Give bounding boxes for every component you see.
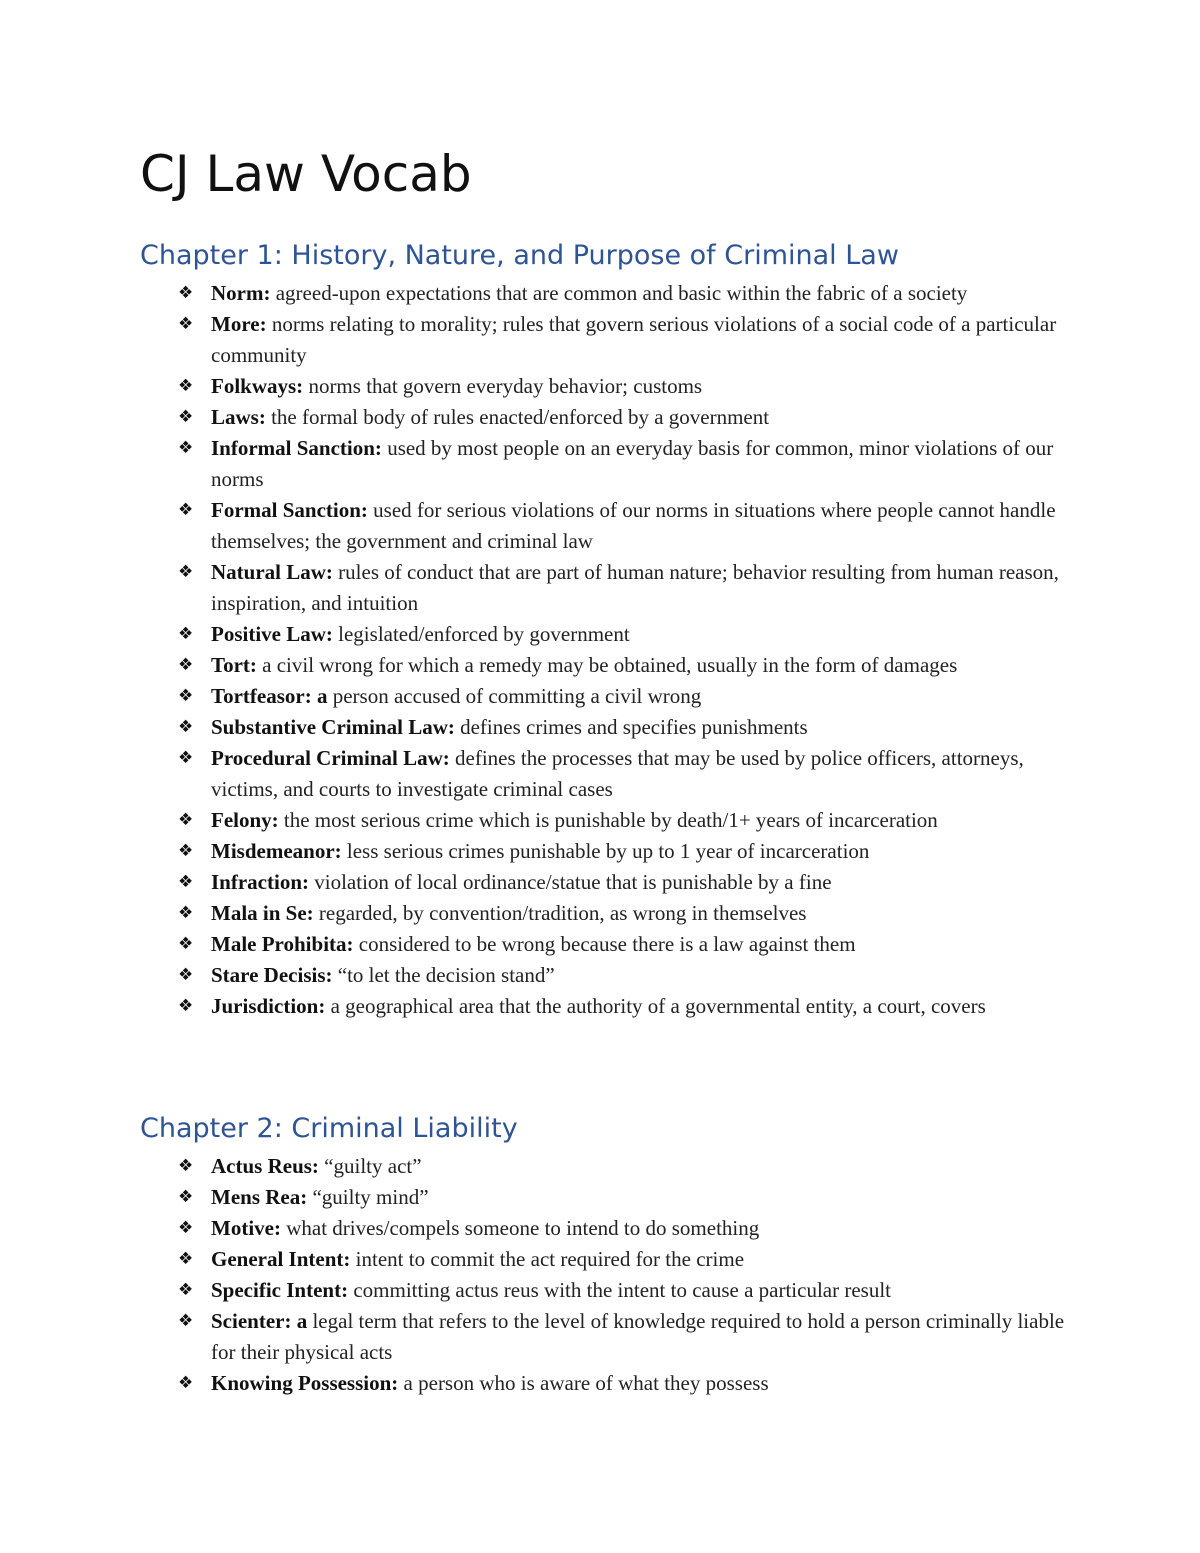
list-item: [140, 805, 1070, 836]
term-label: Specific Intent:: [211, 1278, 349, 1302]
four-diamond-bullet-icon: ❖: [178, 748, 194, 768]
term-label: Infraction:: [211, 870, 309, 894]
term-label: Norm:: [211, 281, 271, 305]
term-label: Jurisdiction:: [211, 994, 326, 1018]
term-definition: defines the processes that may be used by police officers, attorneys, victims, and courts to investigate criminal cases: [211, 746, 1024, 801]
term-label: Positive Law:: [211, 622, 333, 646]
term-definition: legal term that refers to the level of knowledge required to hold a person criminally liable for their physical acts: [211, 1309, 1065, 1364]
four-diamond-bullet-icon: ❖: [178, 717, 194, 737]
term-definition: violation of local ordinance/statue that is punishable by a fine: [309, 870, 832, 894]
four-diamond-bullet-icon: ❖: [178, 872, 194, 892]
term-label: Tortfeasor: a: [211, 684, 328, 708]
term-definition: defines crimes and specifies punishments: [454, 715, 808, 739]
list-item: [140, 650, 1070, 681]
term-label: Scienter: a: [211, 1309, 308, 1333]
four-diamond-bullet-icon: ❖: [178, 810, 194, 830]
four-diamond-bullet-icon: ❖: [178, 624, 194, 644]
term-definition: “to let the decision stand”: [332, 963, 555, 987]
term-definition: a geographical area that the authority of a governmental entity, a court, covers: [325, 994, 986, 1018]
term-definition: legislated/enforced by government: [332, 622, 630, 646]
term-definition: a civil wrong for which a remedy may be obtained, usually in the form of damages: [256, 653, 958, 677]
list-item: [140, 1368, 1070, 1399]
term-label: More:: [211, 312, 267, 336]
list-item: [140, 1151, 1070, 1182]
four-diamond-bullet-icon: ❖: [178, 841, 194, 861]
chapter-1-heading: Chapter 1: History, Nature, and Purpose of Criminal Law: [140, 240, 899, 271]
chapter-1-section: [140, 236, 1070, 1022]
list-item: [140, 557, 1070, 619]
term-definition: the formal body of rules enacted/enforced by a government: [265, 405, 770, 429]
term-label: Mala in Se:: [211, 901, 314, 925]
term-label: Formal Sanction:: [211, 498, 368, 522]
chapter-2-heading: Chapter 2: Criminal Liability: [140, 1113, 518, 1144]
term-definition: used for serious violations of our norms in situations where people cannot handle themselves; the government and criminal law: [211, 498, 1056, 553]
term-definition: norms that govern everyday behavior; customs: [303, 374, 703, 398]
term-label: Laws:: [211, 405, 266, 429]
term-label: Procedural Criminal Law:: [211, 746, 450, 770]
term-label: Substantive Criminal Law:: [211, 715, 455, 739]
four-diamond-bullet-icon: ❖: [178, 1249, 194, 1269]
term-label: Natural Law:: [211, 560, 333, 584]
four-diamond-bullet-icon: ❖: [178, 934, 194, 954]
term-definition: what drives/compels someone to intend to do something: [280, 1216, 760, 1240]
four-diamond-bullet-icon: ❖: [178, 655, 194, 675]
chapter-2-term-list: [140, 1151, 1070, 1399]
list-item: [140, 1182, 1070, 1213]
list-item: [140, 309, 1070, 371]
four-diamond-bullet-icon: ❖: [178, 1280, 194, 1300]
term-label: General Intent:: [211, 1247, 351, 1271]
four-diamond-bullet-icon: ❖: [178, 314, 194, 334]
four-diamond-bullet-icon: ❖: [178, 376, 194, 396]
term-label: Informal Sanction:: [211, 436, 382, 460]
four-diamond-bullet-icon: ❖: [178, 686, 194, 706]
term-definition: a person who is aware of what they possess: [398, 1371, 769, 1395]
list-item: [140, 681, 1070, 712]
list-item: [140, 619, 1070, 650]
four-diamond-bullet-icon: ❖: [178, 407, 194, 427]
term-definition: less serious crimes punishable by up to 1 year of incarceration: [341, 839, 870, 863]
chapter-1-term-list: [140, 278, 1070, 1022]
term-definition: intent to commit the act required for the crime: [350, 1247, 745, 1271]
four-diamond-bullet-icon: ❖: [178, 903, 194, 923]
four-diamond-bullet-icon: ❖: [178, 1311, 194, 1331]
list-item: [140, 371, 1070, 402]
term-definition: considered to be wrong because there is a law against them: [353, 932, 856, 956]
four-diamond-bullet-icon: ❖: [178, 1156, 194, 1176]
list-item: [140, 960, 1070, 991]
list-item: [140, 898, 1070, 929]
term-definition: “guilty mind”: [307, 1185, 429, 1209]
four-diamond-bullet-icon: ❖: [178, 1373, 194, 1393]
term-definition: the most serious crime which is punishable by death/1+ years of incarceration: [278, 808, 938, 832]
four-diamond-bullet-icon: ❖: [178, 562, 194, 582]
list-item: [140, 743, 1070, 805]
four-diamond-bullet-icon: ❖: [178, 283, 194, 303]
term-label: Tort:: [211, 653, 257, 677]
term-definition: used by most people on an everyday basis for common, minor violations of our norms: [211, 436, 1054, 491]
term-label: Knowing Possession:: [211, 1371, 399, 1395]
term-label: Misdemeanor:: [211, 839, 342, 863]
list-item: [140, 1306, 1070, 1368]
term-definition: “guilty act”: [318, 1154, 422, 1178]
term-label: Mens Rea:: [211, 1185, 308, 1209]
term-label: Stare Decisis:: [211, 963, 333, 987]
four-diamond-bullet-icon: ❖: [178, 1218, 194, 1238]
list-item: [140, 495, 1070, 557]
list-item: [140, 1275, 1070, 1306]
four-diamond-bullet-icon: ❖: [178, 1187, 194, 1207]
document-title: CJ Law Vocab: [140, 145, 472, 203]
list-item: [140, 433, 1070, 495]
list-item: [140, 402, 1070, 433]
list-item: [140, 278, 1070, 309]
list-item: [140, 991, 1070, 1022]
list-item: [140, 929, 1070, 960]
list-item: [140, 1244, 1070, 1275]
four-diamond-bullet-icon: ❖: [178, 500, 194, 520]
term-label: Motive:: [211, 1216, 281, 1240]
list-item: [140, 1213, 1070, 1244]
term-definition: rules of conduct that are part of human nature; behavior resulting from human reason, inspiration, and intuition: [211, 560, 1059, 615]
term-definition: committing actus reus with the intent to cause a particular result: [348, 1278, 892, 1302]
term-label: Actus Reus:: [211, 1154, 319, 1178]
term-definition: agreed-upon expectations that are common and basic within the fabric of a society: [270, 281, 968, 305]
four-diamond-bullet-icon: ❖: [178, 965, 194, 985]
term-label: Felony:: [211, 808, 279, 832]
list-item: [140, 867, 1070, 898]
list-item: [140, 712, 1070, 743]
term-definition: person accused of committing a civil wrong: [327, 684, 702, 708]
term-label: Folkways:: [211, 374, 304, 398]
term-definition: regarded, by convention/tradition, as wrong in themselves: [313, 901, 807, 925]
list-item: [140, 836, 1070, 867]
term-label: Male Prohibita:: [211, 932, 354, 956]
four-diamond-bullet-icon: ❖: [178, 996, 194, 1016]
chapter-2-section: [140, 1109, 1070, 1399]
four-diamond-bullet-icon: ❖: [178, 438, 194, 458]
term-definition: norms relating to morality; rules that govern serious violations of a social code of a particular community: [211, 312, 1057, 367]
